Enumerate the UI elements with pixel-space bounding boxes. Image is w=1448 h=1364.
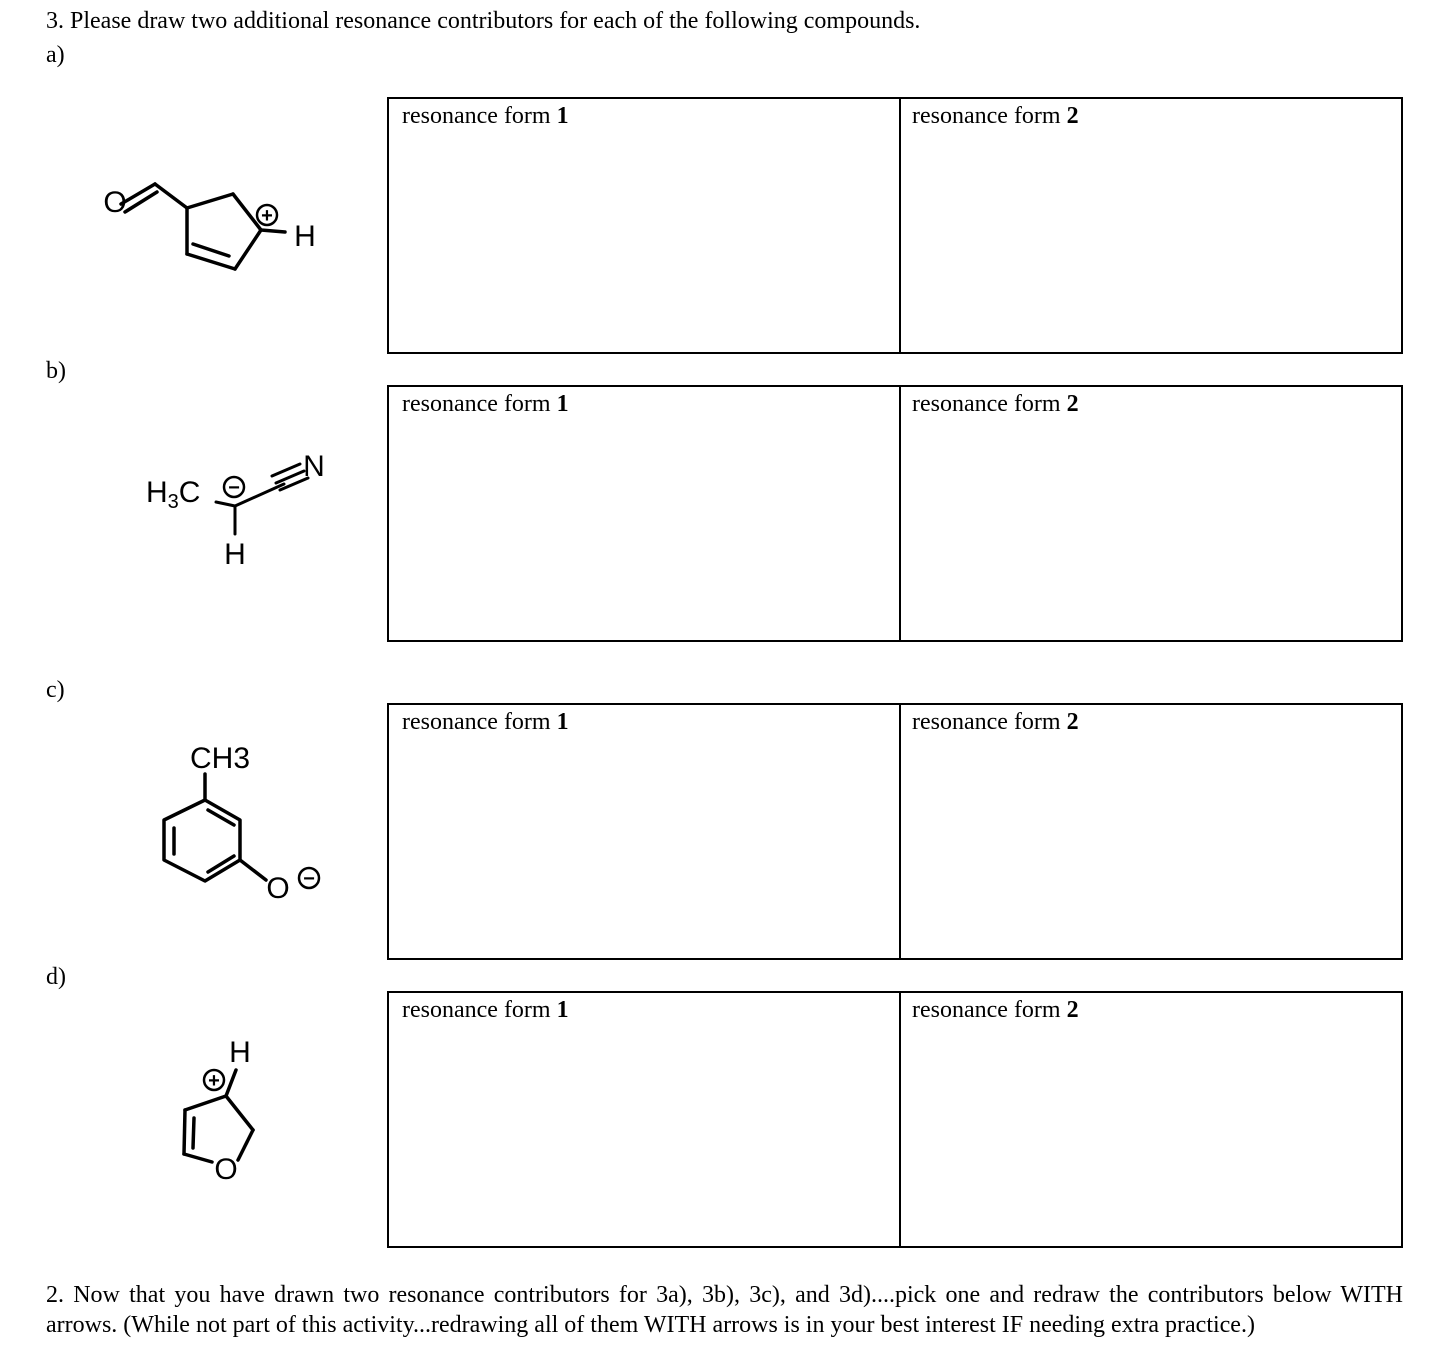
resonance-form-1-label: resonance form 1 [402,709,569,735]
part-a-label: a) [46,42,65,68]
molecule-d [170,1030,290,1190]
negative-charge: − [303,868,315,890]
nitrogen-atom: N [303,450,325,483]
part-c-label: c) [46,677,65,703]
box-divider [899,387,901,640]
methyl-group: CH3 [190,742,251,775]
molecule-c [150,730,340,905]
answer-box-c[interactable] [387,703,1403,960]
hydrogen-atom: H [294,220,316,253]
resonance-form-1-label: resonance form 1 [402,997,569,1023]
resonance-form-2-label: resonance form 2 [912,103,1079,129]
negative-charge: − [228,477,240,499]
molecule-a [95,170,335,290]
resonance-form-2-label: resonance form 2 [912,391,1079,417]
resonance-form-2-label: resonance form 2 [912,997,1079,1023]
answer-box-b[interactable] [387,385,1403,642]
oxygen-atom: O [103,186,127,219]
hydrogen-atom: H [224,538,246,571]
resonance-form-2-label: resonance form 2 [912,709,1079,735]
question-title: 3. Please draw two additional resonance contributors for each of the following compounds. [46,8,921,34]
resonance-form-1-label: resonance form 1 [402,391,569,417]
oxygen-atom: O [214,1153,238,1186]
resonance-form-1-label: resonance form 1 [402,103,569,129]
positive-charge: + [208,1070,220,1092]
box-divider [899,705,901,958]
oxygen-atom: O [266,872,290,905]
methyl-group: $H_3C$ [146,476,201,513]
follow-up-instruction: 2. Now that you have drawn two resonance contributors for 3a), 3b), 3c), and 3d)....pick one and redraw the contributors below WITH arrows. (While not part of this activity...redrawing all of them WITH arrows is in your best interest IF needing extra practice.) [46,1282,1403,1338]
hydrogen-atom: H [229,1036,251,1069]
molecule-b [140,440,340,575]
answer-box-d[interactable] [387,991,1403,1248]
box-divider [899,99,901,352]
positive-charge: + [261,205,273,227]
part-d-label: d) [46,964,66,990]
box-divider [899,993,901,1246]
part-b-label: b) [46,358,66,384]
answer-box-a[interactable] [387,97,1403,354]
